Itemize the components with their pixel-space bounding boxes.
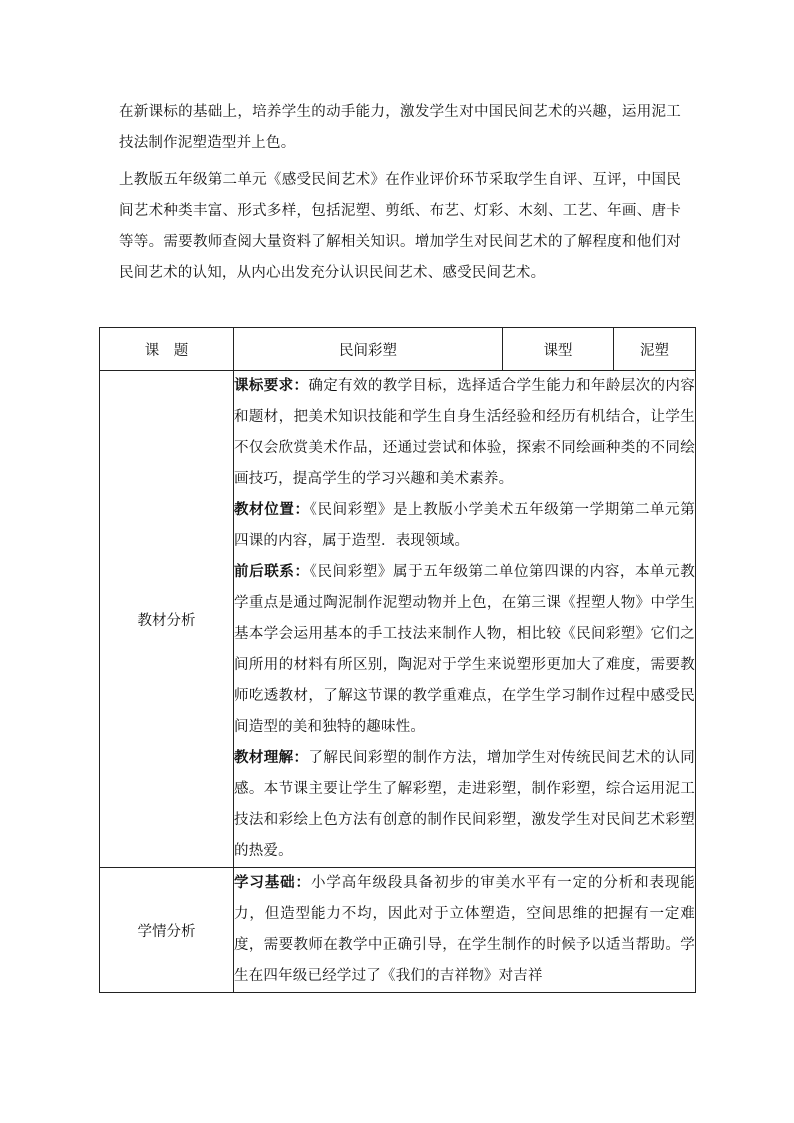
material-item bbox=[234, 557, 695, 743]
material-item bbox=[234, 495, 695, 557]
item-title: 教材位置： bbox=[234, 502, 310, 518]
student-analysis-content bbox=[234, 868, 696, 993]
table-header-row bbox=[100, 328, 696, 371]
item-text: 小学高年级段具备初步的审美水平有一定的分析和表现能力，但造型能力不均，因此对于立体塑造，空间思维的把握有一定难度，需要教师在教学中正确引导，在学生制作的时候予以适当帮助。学生在四年级已经学过了《我们的吉祥物》对吉祥 bbox=[234, 875, 696, 984]
item-title: 教材理解： bbox=[234, 750, 309, 766]
item-text: 了解民间彩塑的制作方法，增加学生对传统民间艺术的认同感。本节课主要让学生了解彩塑，走进彩塑，制作彩塑，综合运用泥工技法和彩绘上色方法有创意的制作民间彩塑，激发学生对民间艺术彩塑的热爱。 bbox=[234, 750, 696, 859]
header-type-label: 课型 bbox=[503, 328, 614, 371]
intro-section bbox=[119, 97, 681, 295]
row-label-student: 学情分析 bbox=[100, 868, 234, 993]
material-item bbox=[234, 371, 695, 495]
header-type-value: 泥塑 bbox=[614, 328, 696, 371]
intro-paragraph-2: 上教版五年级第二单元《感受民间艺术》在作业评价环节采取学生自评、互评，中国民间艺术种类丰富、形式多样，包括泥塑、剪纸、布艺、灯彩、木刻、工艺、年画、唐卡等等。需要教师查阅大量资料了解相关知识。增加学生对民间艺术的了解程度和他们对民间艺术的认知，从内心出发充分认识民间艺术、感受民间艺术。 bbox=[119, 172, 681, 281]
item-title: 前后联系： bbox=[234, 564, 310, 580]
material-analysis-content bbox=[234, 371, 696, 868]
item-text: 《民间彩塑》属于五年级第二单位第四课的内容，本单元教学重点是通过陶泥制作泥塑动物并上色，在第三课《捏塑人物》中学生基本学会运用基本的手工技法来制作人物，相比较《民间彩塑》它们之间所用的材料有所区别，陶泥对于学生来说塑形更加大了难度，需要教师吃透教材，了解这节课的教学重难点，在学生学习制作过程中感受民间造型的美和独特的趣味性。 bbox=[234, 564, 695, 735]
header-topic-value: 民间彩塑 bbox=[234, 328, 503, 371]
row-label-material: 教材分析 bbox=[100, 371, 234, 868]
intro-paragraph-1: 在新课标的基础上，培养学生的动手能力，激发学生对中国民间艺术的兴趣，运用泥工技法制作泥塑造型并上色。 bbox=[119, 104, 681, 151]
table-row-material bbox=[100, 371, 696, 868]
table-row-student bbox=[100, 868, 696, 993]
header-topic-label: 课 题 bbox=[100, 328, 234, 371]
material-item bbox=[234, 743, 695, 867]
item-title: 学习基础： bbox=[234, 875, 311, 891]
student-item bbox=[234, 868, 695, 992]
item-title: 课标要求： bbox=[234, 378, 309, 394]
lesson-plan-table bbox=[99, 327, 696, 993]
item-text: 《民间彩塑》是上教版小学美术五年级第一学期第二单元第四课的内容，属于造型．表现领域。 bbox=[234, 502, 695, 549]
item-text: 确定有效的教学目标，选择适合学生能力和年龄层次的内容和题材，把美术知识技能和学生自身生活经验和经历有机结合，让学生不仅会欣赏美术作品，还通过尝试和体验，探索不同绘画种类的不同绘画技巧，提高学生的学习兴趣和美术素养。 bbox=[234, 378, 696, 487]
